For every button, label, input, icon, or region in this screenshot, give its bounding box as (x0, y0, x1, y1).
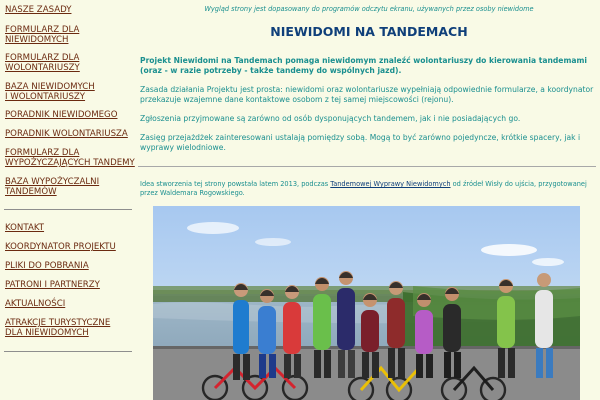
nav-formularz-niewidomych-line2: NIEWIDOMYCH (5, 35, 69, 45)
nav-formularz-wypozyczajacych-line1: FORMULARZ DLA (5, 148, 80, 158)
nav-baza-niewidomych-line2: I WOLONTARIUSZY (5, 92, 86, 102)
paragraph-zasada: Zasada działania Projektu jest prosta: niewidomi oraz wolontariusze wypełniają odpowiednie formularze, a koordynator przekazuje wzajemne dane kontaktowe osobom z tej samej miejscowości (rejonu). (140, 85, 594, 104)
intro-paragraph: Projekt Niewidomi na Tandemach pomaga niewidomym znaleźć wolontariuszy do kierowania tandemami (oraz - w razie potrzeby - także tandemy do wspólnych jazd). (140, 56, 588, 75)
content-divider (138, 166, 596, 167)
nav-baza-niewidomych[interactable] (5, 82, 135, 102)
nav-baza-wypozyczalni[interactable] (5, 177, 135, 197)
nav-aktualnosci[interactable]: AKTUALNOŚCI (5, 299, 66, 309)
nav-baza-niewidomych-line1: BAZA NIEWIDOMYCH (5, 82, 95, 92)
screen-reader-notice: Wygląd strony jest dopasowany do programów odczytu ekranu, używanych przez osoby niewidome (204, 5, 534, 13)
idea-text-before: Idea stworzenia tej strony powstała latem 2013, podczas (140, 180, 331, 188)
nav-patroni-i-partnerzy[interactable]: PATRONI I PARTNERZY (5, 280, 100, 290)
nav-formularz-wolontariuszy-line2: WOLONTARIUSZY (5, 63, 80, 73)
nav-formularz-niewidomych[interactable] (5, 25, 135, 45)
nav-formularz-wypozyczajacych[interactable] (5, 148, 135, 168)
nav-formularz-wypozyczajacych-line2: WYPOŻYCZAJĄCYCH TANDEMY (5, 158, 135, 168)
nav-nasze-zasady[interactable]: NASZE ZASADY (5, 5, 72, 15)
nav-atrakcje-line2: DLA NIEWIDOMYCH (5, 328, 89, 338)
nav-baza-wypozyczalni-line2: TANDEMÓW (5, 187, 57, 197)
nav-atrakcje-turystyczne[interactable] (5, 318, 135, 338)
paragraph-zgloszenia: Zgłoszenia przyjmowane są zarówno od osób dysponujących tandemem, jak i nie posiadających go. (140, 114, 521, 123)
nav-koordynator-projektu[interactable]: KOORDYNATOR PROJEKTU (5, 242, 116, 252)
nav-pliki-do-pobrania[interactable]: PLIKI DO POBRANIA (5, 261, 89, 271)
sidebar-divider (4, 351, 132, 352)
sidebar-divider (4, 209, 132, 210)
nav-formularz-wolontariuszy[interactable] (5, 53, 135, 73)
nav-poradnik-niewidomego[interactable]: PORADNIK NIEWIDOMEGO (5, 110, 118, 120)
nav-atrakcje-line1: ATRAKCJE TURYSTYCZNE (5, 318, 111, 328)
idea-paragraph (140, 180, 595, 197)
main-content (138, 0, 600, 400)
nav-formularz-niewidomych-line1: FORMULARZ DLA (5, 25, 80, 35)
paragraph-zasieg: Zasięg przejażdżek zainteresowani ustalają pomiędzy sobą. Mogą to być zarówno pojedyncze, krótkie spacery, jak i wyprawy wielodniowe. (140, 133, 581, 152)
tandem-expedition-link[interactable]: Tandemowej Wyprawy Niewidomych (330, 180, 451, 188)
nav-baza-wypozyczalni-line1: BAZA WYPOŻYCZALNI (5, 177, 100, 187)
nav-formularz-wolontariuszy-line1: FORMULARZ DLA (5, 53, 80, 63)
idea-text-after: od źródeł Wisły do ujścia, przygotowanej przez Waldemara Rogowskiego. (140, 180, 587, 197)
nav-poradnik-wolontariusza[interactable]: PORADNIK WOLONTARIUSZA (5, 129, 128, 139)
page-title: NIEWIDOMI NA TANDEMACH (270, 24, 468, 39)
nav-kontakt[interactable]: KONTAKT (5, 223, 45, 233)
group-photo (153, 206, 580, 400)
